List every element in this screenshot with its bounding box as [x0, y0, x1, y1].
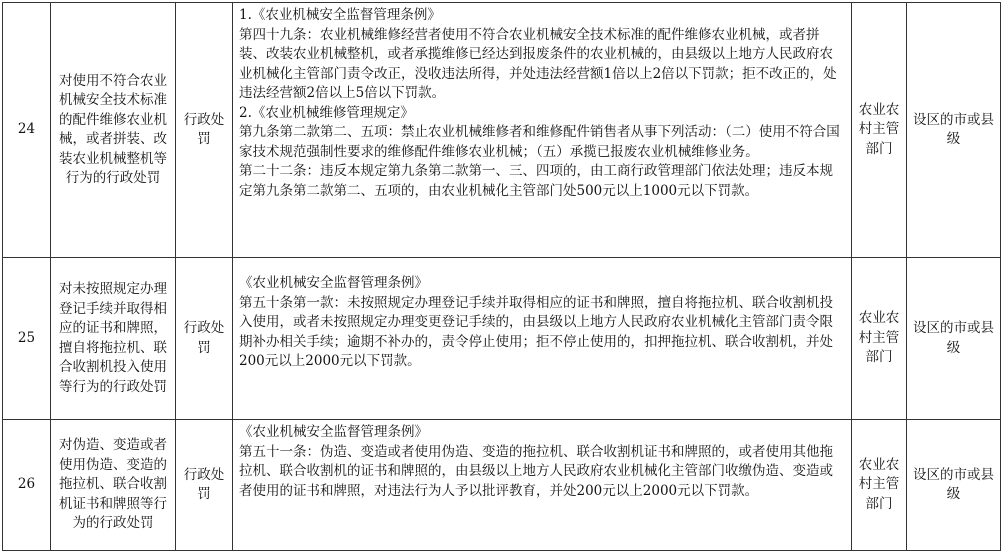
implementing-level: 设区的市或县级 — [907, 258, 1001, 420]
penalty-table — [2, 2, 1001, 551]
row-number: 24 — [3, 3, 51, 258]
row-number: 25 — [3, 258, 51, 420]
basis-paragraph: 2.《农业机械维修管理规定》 — [239, 104, 414, 121]
item-type: 行政处罚 — [176, 258, 233, 420]
basis-paragraph: 第四十九条：农业机械维修经营者使用不符合农业机械安全技术标准的配件维修农业机械，或者拼装、改装农业机械整机，或者承揽维修已经达到报废条件的农业机械的，由县级以上地方人民政府农业机械化主管部门责令改正，没收违法所得，并处违法经营额1倍以上2倍以下罚款；拒不改正的，处违法经营额2倍以上5倍以下罚款。 — [239, 26, 837, 101]
table-row — [3, 3, 1001, 258]
item-name: 对伪造、变造或者使用伪造、变造的拖拉机、联合收割机证书和牌照等行为的行政处罚 — [51, 420, 176, 551]
row-number: 26 — [3, 420, 51, 551]
item-name: 对使用不符合农业机械安全技术标准的配件维修农业机械，或者拼装、改装农业机械整机等行为的行政处罚 — [51, 3, 176, 258]
implementing-level: 设区的市或县级 — [907, 420, 1001, 551]
item-type: 行政处罚 — [176, 3, 233, 258]
basis-paragraph: 第九条第二款第二、五项：禁止农业机械维修者和维修配件销售者从事下列活动：（二）使用不符合国家技术规范强制性要求的维修配件维修农业机械；（五）承揽已报废农业机械维修业务。 — [239, 124, 840, 160]
implementing-level: 设区的市或县级 — [907, 3, 1001, 258]
table-row — [3, 258, 1001, 420]
legal-basis — [233, 3, 852, 258]
item-type: 行政处罚 — [176, 420, 233, 551]
basis-paragraph: 第五十条第一款：未按照规定办理登记手续并取得相应的证书和牌照，擅自将拖拉机、联合收割机投入使用，或者未按照规定办理变更登记手续的，由县级以上地方人民政府农业机械化主管部门责令限期补办相关手续；逾期不补办的，责令停止使用；拒不停止使用的，扣押拖拉机、联合收割机，并处200元以上2000元以下罚款。 — [239, 294, 833, 369]
legal-basis — [233, 258, 852, 420]
implementing-department: 农业农村主管部门 — [852, 3, 907, 258]
basis-paragraph: 《农业机械安全监督管理条例》 — [239, 275, 428, 291]
basis-paragraph: 1.《农业机械安全监督管理条例》 — [239, 7, 441, 23]
implementing-department: 农业农村主管部门 — [852, 420, 907, 551]
item-name: 对未按照规定办理登记手续并取得相应的证书和牌照，擅自将拖拉机、联合收割机投入使用等行为的行政处罚 — [51, 258, 176, 420]
basis-paragraph: 《农业机械安全监督管理条例》 — [239, 424, 428, 440]
basis-paragraph: 第五十一条：伪造、变造或者使用伪造、变造的拖拉机、联合收割机证书和牌照的，或者使用其他拖拉机、联合收割机的证书和牌照的，由县级以上地方人民政府农业机械化主管部门收缴伪造、变造或者使用的证书和牌照，对违法行为人予以批评教育，并处200元以上2000元以下罚款。 — [239, 443, 833, 499]
basis-paragraph: 第二十二条：违反本规定第九条第二款第一、三、四项的，由工商行政管理部门依法处理；违反本规定第九条第二款第二、五项的，由农业机械化主管部门处500元以上1000元以下罚款。 — [239, 163, 833, 199]
implementing-department: 农业农村主管部门 — [852, 258, 907, 420]
